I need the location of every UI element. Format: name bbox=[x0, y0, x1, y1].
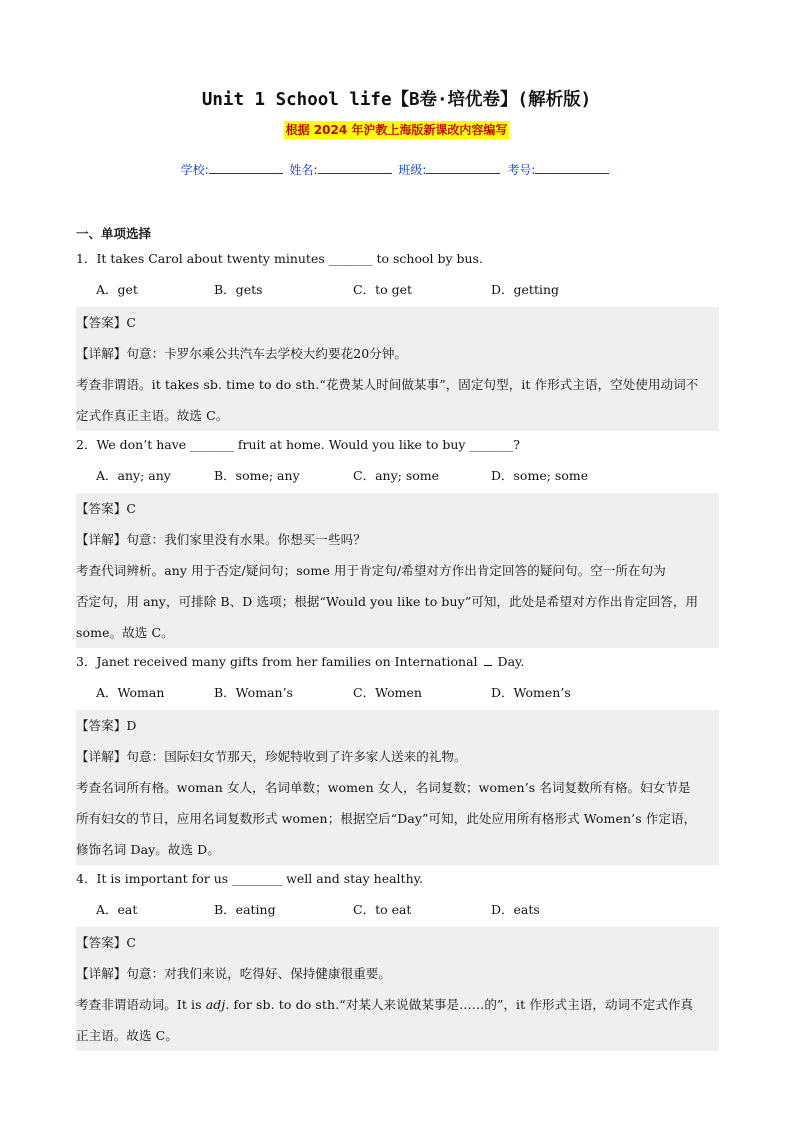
explanation-line: 否定句，用 any，可排除 B、D 选项；根据“Would you like to buy”可知，此处是希望对方作出肯定回答，用 bbox=[76, 594, 699, 609]
question-2-stem bbox=[76, 431, 719, 462]
question-2-answer-block bbox=[76, 493, 719, 648]
option-d: D．getting bbox=[491, 282, 560, 297]
question-2-text: 2．We don’t have bbox=[76, 437, 191, 452]
option-c: C．Women bbox=[353, 685, 422, 700]
question-2-blank-1: _______ bbox=[190, 437, 234, 452]
document-title: Unit 1 School life【B卷·培优卷】(解析版) bbox=[201, 90, 592, 110]
exam-number-blank[interactable] bbox=[535, 161, 609, 174]
question-2-blank-2: _______ bbox=[469, 437, 514, 452]
question-3-options bbox=[76, 679, 719, 710]
explanation-line: 考查代词辨析。any 用于否定/疑问句；some 用于肯定句/希望对方作出肯定回答的疑问句。空一所在句为 bbox=[76, 563, 666, 578]
school-blank[interactable] bbox=[209, 161, 283, 174]
question-4-answer-block bbox=[76, 927, 719, 1051]
question-4-options bbox=[76, 896, 719, 927]
question-3-text: 3．Janet received many gifts from her families on International bbox=[76, 654, 478, 669]
question-2-text-end: ? bbox=[513, 437, 520, 452]
question-1-stem bbox=[76, 245, 719, 276]
explanation-line: some。故选 C。 bbox=[76, 625, 174, 640]
section-title: 一、单项选择 bbox=[76, 226, 152, 241]
name-blank[interactable] bbox=[318, 161, 392, 174]
answer-line: 【答案】D bbox=[76, 718, 137, 733]
exam-number-label: 考号: bbox=[507, 163, 536, 177]
detail-line: 【详解】句意：卡罗尔乘公共汽车去学校大约要花20分钟。 bbox=[76, 346, 408, 361]
option-a: A．eat bbox=[96, 902, 138, 917]
class-label: 班级: bbox=[398, 163, 427, 177]
option-b: B．Woman’s bbox=[214, 685, 293, 700]
option-c: C．to eat bbox=[353, 902, 412, 917]
question-1-options bbox=[76, 276, 719, 307]
explanation-line: 考查名词所有格。woman 女人，名词单数；women 女人，名词复数；women’s 名词复数所有格。妇女节是 bbox=[76, 780, 691, 795]
explanation-text: 考查非谓语动词。It is bbox=[76, 997, 206, 1012]
answer-line: 【答案】C bbox=[76, 315, 137, 330]
explanation-line: 所有妇女的节日，应用名词复数形式 women；根据空后“Day”可知，此处应用所有格形式 Women’s 作定语， bbox=[76, 811, 697, 826]
option-d: D．some; some bbox=[491, 468, 589, 483]
question-1-text-end: to school by bus. bbox=[372, 251, 483, 266]
question-3-blank bbox=[484, 654, 492, 666]
detail-line: 【详解】句意：国际妇女节那天，珍妮特收到了许多家人送来的礼物。 bbox=[76, 749, 467, 764]
question-1-answer-block bbox=[76, 307, 719, 431]
name-label: 姓名: bbox=[289, 163, 318, 177]
explanation-text-end: . for sb. to do sth.“对某人来说做某事是……的”，it 作形式主语，动词不定式作真 bbox=[225, 997, 694, 1012]
question-3-stem bbox=[76, 648, 719, 679]
question-2-options bbox=[76, 462, 719, 493]
explanation-line: 修饰名词 Day。故选 D。 bbox=[76, 842, 220, 857]
question-1-blank: _______ bbox=[328, 251, 373, 266]
subtitle-container bbox=[0, 119, 793, 139]
question-list bbox=[76, 245, 719, 1051]
option-a: A．Woman bbox=[96, 685, 165, 700]
explanation-line bbox=[76, 989, 719, 1020]
detail-line: 【详解】句意：我们家里没有水果。你想买一些吗？ bbox=[76, 532, 366, 547]
class-blank[interactable] bbox=[426, 161, 500, 174]
question-3-text-end: Day. bbox=[497, 654, 525, 669]
option-b: B．gets bbox=[214, 282, 263, 297]
option-d: D．Women’s bbox=[491, 685, 571, 700]
option-d: D．eats bbox=[491, 902, 540, 917]
option-b: B．eating bbox=[214, 902, 276, 917]
explanation-line: 考查非谓语。it takes sb. time to do sth.“花费某人时间做某事”，固定句型，it 作形式主语，空处使用动词不 bbox=[76, 377, 699, 392]
school-label: 学校: bbox=[180, 163, 209, 177]
question-2-text-mid: fruit at home. Would you like to buy bbox=[233, 437, 470, 452]
question-4-text-end: well and stay healthy. bbox=[282, 871, 423, 886]
student-info-line bbox=[0, 161, 793, 178]
detail-line: 【详解】句意：对我们来说，吃得好、保持健康很重要。 bbox=[76, 966, 392, 981]
option-a: A．any; any bbox=[96, 468, 171, 483]
question-4-text: 4．It is important for us bbox=[76, 871, 233, 886]
explanation-line: 正主语。故选 C。 bbox=[76, 1028, 178, 1043]
subtitle-highlight: 根据 2024 年沪教上海版新课改内容编写 bbox=[285, 123, 508, 137]
explanation-italic-adj: adj bbox=[205, 997, 226, 1012]
answer-line: 【答案】C bbox=[76, 501, 137, 516]
explanation-line: 定式作真正主语。故选 C。 bbox=[76, 408, 229, 423]
option-b: B．some; any bbox=[214, 468, 300, 483]
option-c: C．to get bbox=[353, 282, 413, 297]
answer-line: 【答案】C bbox=[76, 935, 137, 950]
question-3-answer-block bbox=[76, 710, 719, 865]
option-a: A．get bbox=[96, 282, 138, 297]
question-4-blank: ________ bbox=[232, 871, 283, 886]
option-c: C．any; some bbox=[353, 468, 440, 483]
question-1-text: 1．It takes Carol about twenty minutes bbox=[76, 251, 329, 266]
question-4-stem bbox=[76, 865, 719, 896]
